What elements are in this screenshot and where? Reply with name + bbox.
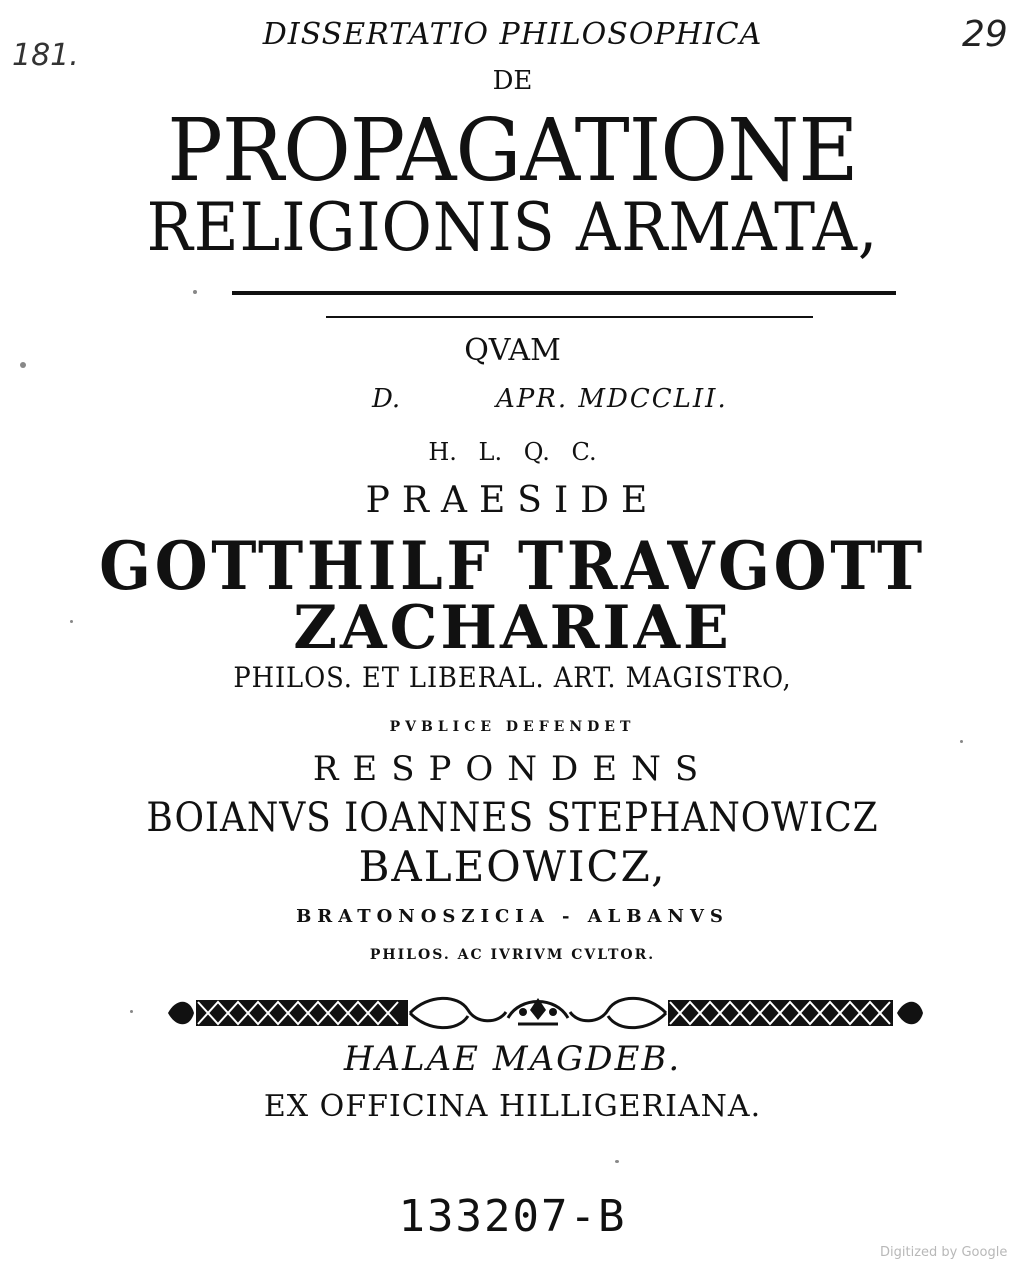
paper-speck <box>70 620 73 623</box>
praeses-name-last: ZACHARIAE <box>293 593 732 663</box>
paper-speck <box>130 1010 133 1013</box>
title-rule-thick <box>232 291 896 295</box>
date-month-year: APR. MDCCLII. <box>496 384 728 414</box>
title-dissertatio: DISSERTATIO PHILOSOPHICA <box>262 17 763 52</box>
margin-note-right: 29 <box>962 14 1008 55</box>
respondent-origin: BRATONOSZICIA - ALBANVS <box>296 906 729 927</box>
respondent-name-last: BALEOWICZ, <box>358 842 667 891</box>
publice-defendet: PVBLICE DEFENDET <box>389 719 636 735</box>
title-religionis-armata: RELIGIONIS ARMATA, <box>146 189 879 266</box>
praeside-label: PRAESIDE <box>365 480 660 521</box>
ornament-border <box>168 990 923 1036</box>
date-line <box>0 386 1025 416</box>
qvam-line: QVAM <box>464 333 561 368</box>
paper-speck <box>20 362 26 368</box>
respondent-name-first: BOIANVS IOANNES STEPHANOWICZ <box>146 795 879 841</box>
paper-speck <box>193 290 197 294</box>
title-propagatione: PROPAGATIONE <box>167 101 858 201</box>
imprint-place: HALAE MAGDEB. <box>343 1039 682 1079</box>
imprint-printer: EX OFFICINA HILLIGERIANA. <box>263 1089 762 1124</box>
shelfmark: 133207-B <box>398 1191 627 1242</box>
title-rule-thin <box>326 316 813 318</box>
praeses-name-first: GOTTHILF TRAVGOTT <box>99 527 926 605</box>
hlqc-line: H. L. Q. C. <box>428 438 597 466</box>
paper-speck <box>960 740 963 743</box>
digitized-by-google-watermark: Digitized by Google <box>880 1245 1008 1260</box>
margin-note-left: 181. <box>12 38 79 73</box>
paper-speck <box>615 1160 619 1163</box>
praeses-title: PHILOS. ET LIBERAL. ART. MAGISTRO, <box>233 661 792 694</box>
respondent-cultor: PHILOS. AC IVRIVM CVLTOR. <box>369 947 656 963</box>
respondens-label: RESPONDENS <box>312 749 713 789</box>
date-day: D. <box>372 384 401 414</box>
title-de: DE <box>492 66 533 96</box>
